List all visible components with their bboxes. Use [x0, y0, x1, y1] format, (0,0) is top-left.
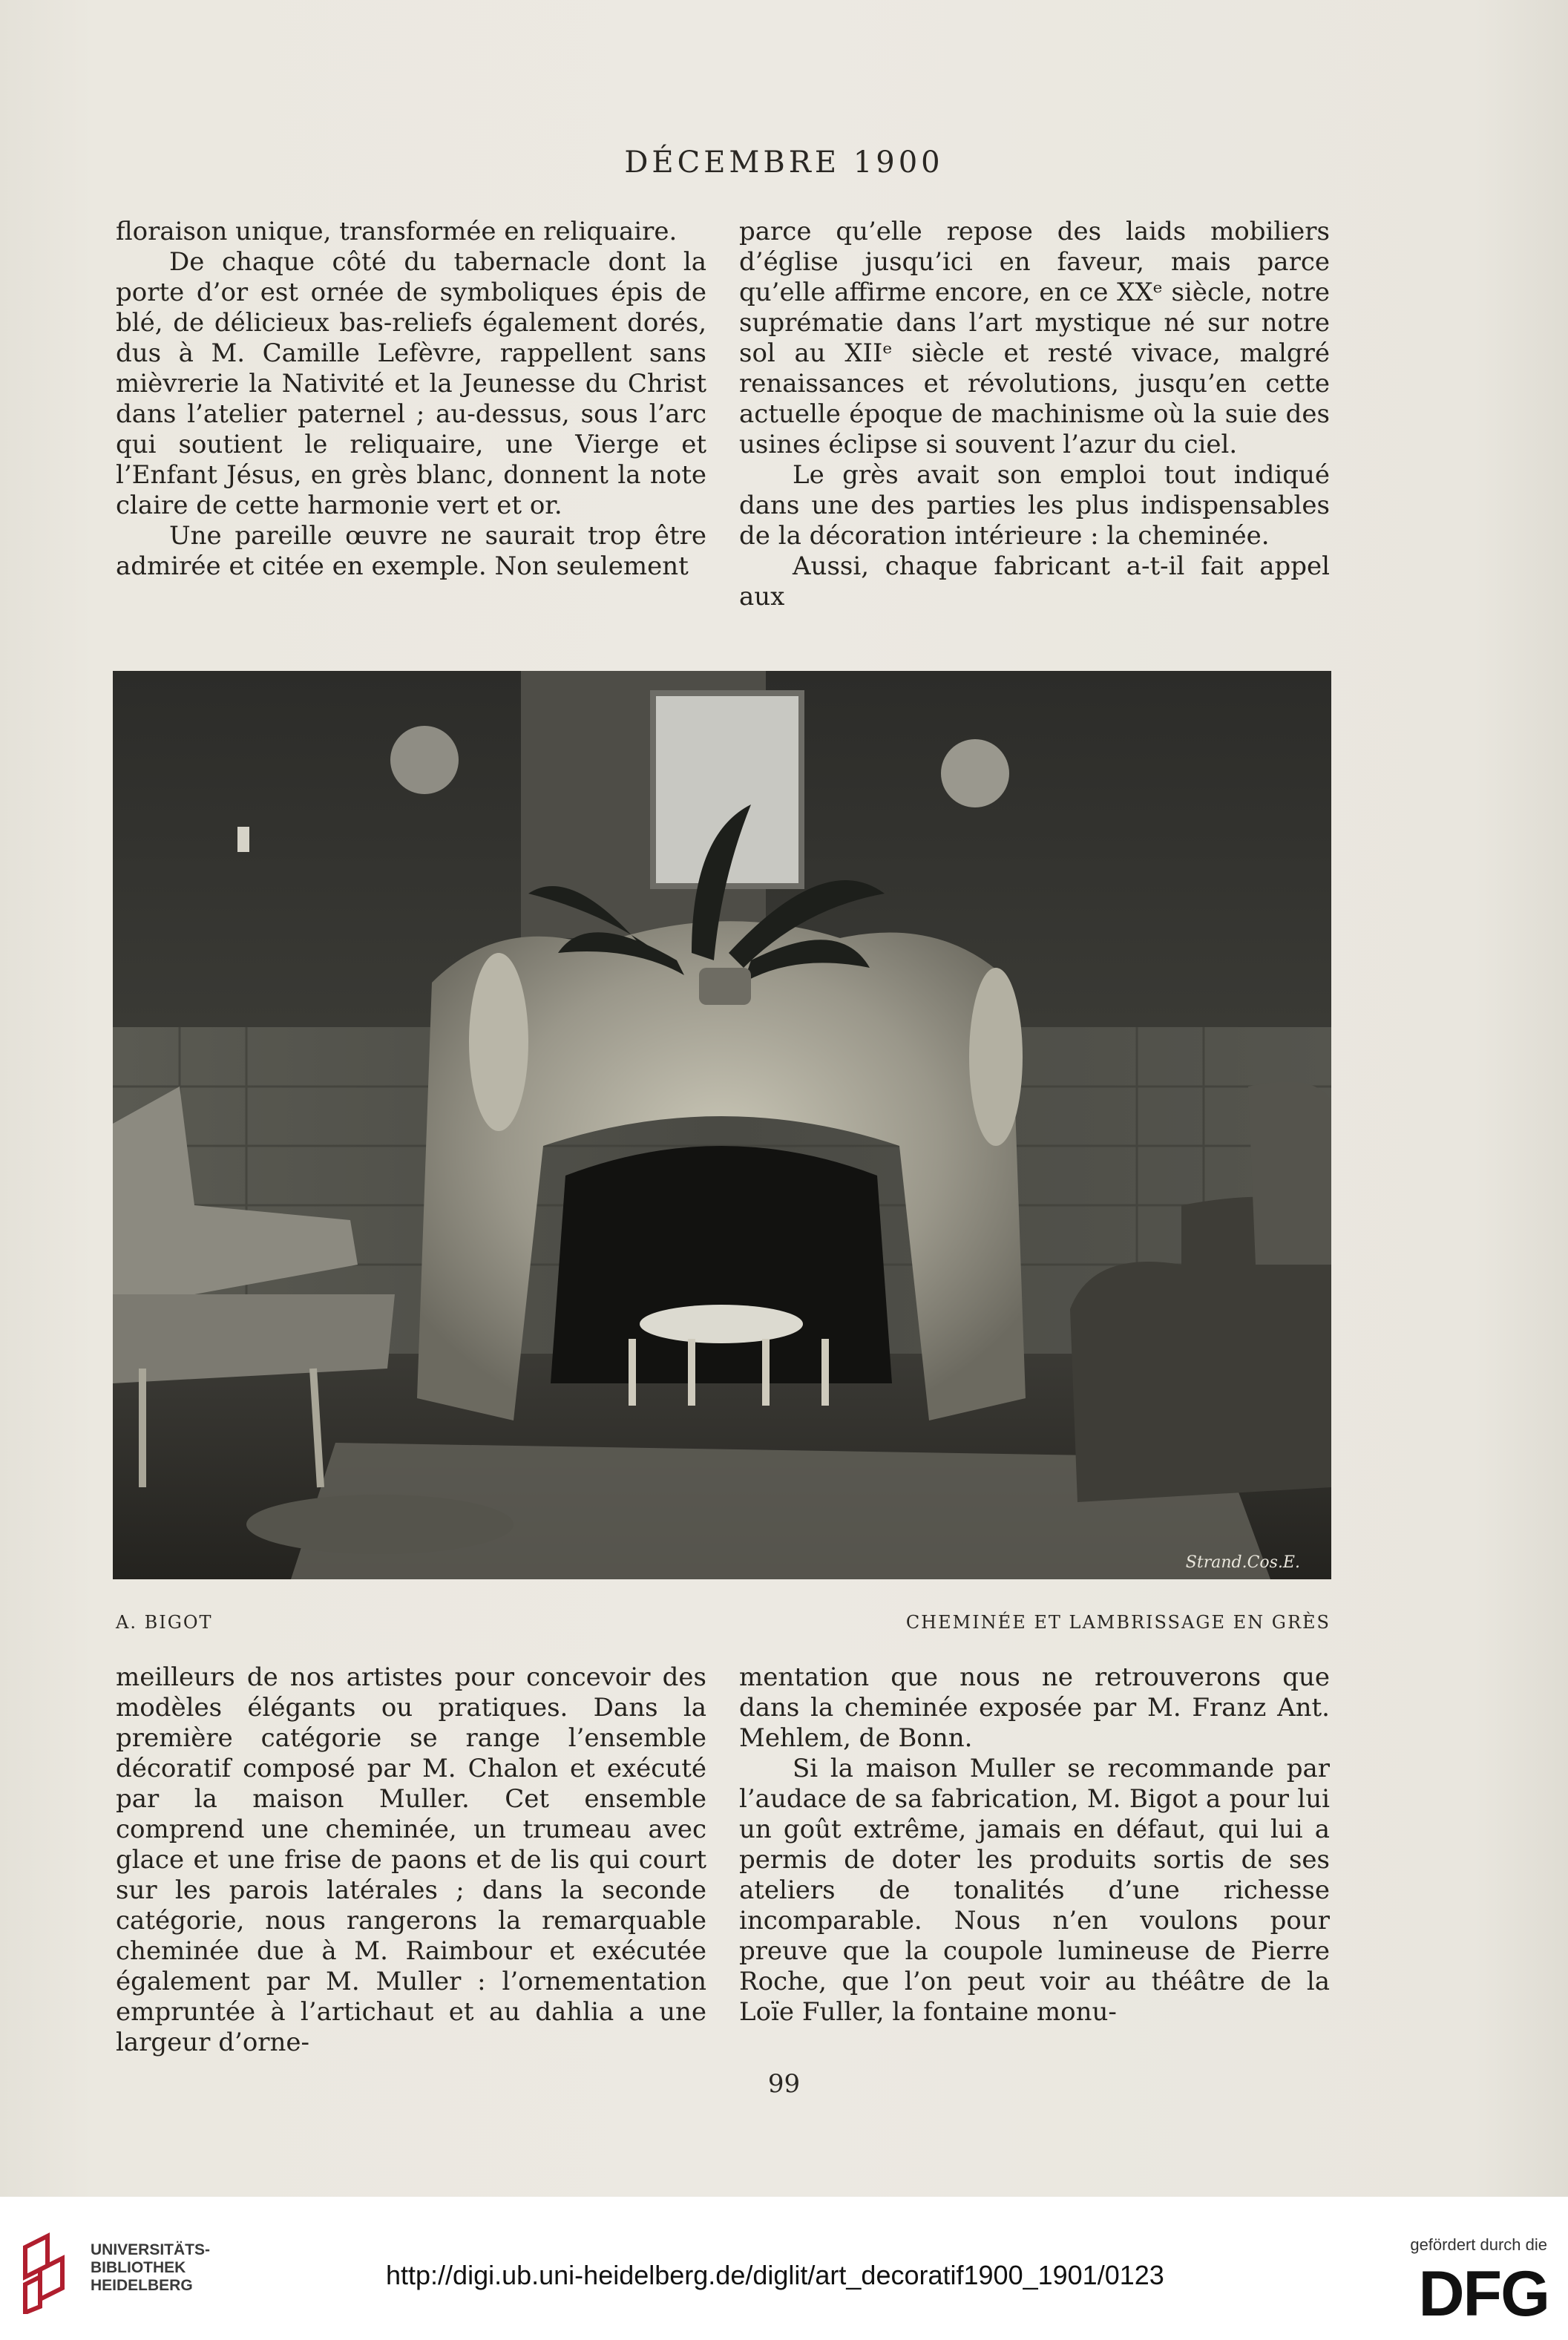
university-library-logo-icon [18, 2232, 85, 2314]
paragraph: Une pareille œuvre ne saurait trop être admirée et citée en exemple. Non seulement [116, 521, 706, 581]
column-top-right [739, 217, 1330, 612]
caption-title: CHEMINÉE ET LAMBRISSAGE EN GRÈS [905, 1612, 1331, 1633]
page-number: 99 [767, 2069, 801, 2099]
paragraph: Si la maison Muller se recommande par l’audace de sa fabrication, M. Bigot a pour lui un goût extrême, jamais en défaut, qui lui a permis de doter les produits sortis de ses ateliers de tonalités d’une richesse incomparable. Nous n’en voulons pour preuve que la coupole lumineuse de Pierre Roche, que l’on peut voir au théâtre de la Loïe Fuller, la fontaine monu- [739, 1754, 1330, 2027]
paragraph: De chaque côté du tabernacle dont la porte d’or est ornée de symboliques épis de blé, de délicieux bas-reliefs également dorés, dus à M. Camille Lefèvre, rappellent sans mièvrerie la Nativité et la Jeunesse du Christ dans l’atelier paternel ; au-dessus, sous l’arc qui soutient le reliquaire, une Vierge et l’Enfant Jésus, en grès blanc, donnent la note claire de cette harmonie vert et or. [116, 247, 706, 520]
column-top-left [116, 217, 706, 582]
library-name [91, 2241, 210, 2295]
library-name-line: HEIDELBERG [91, 2277, 193, 2294]
permalink[interactable]: http://digi.ub.uni-heidelberg.de/diglit/art_decoratif1900_1901/0123 [386, 2260, 1164, 2290]
paragraph: parce qu’elle repose des laids mobiliers d’église jusqu’ici en faveur, mais parce qu’elle affirme encore, en ce XXᵉ siècle, notre suprématie dans l’art mystique né sur notre sol au XIIᵉ siècle et resté vivace, malgré renaissances et révolutions, jusqu’en cette actuelle époque de machinisme où la suie des usines éclipse si souvent l’azur du ciel. [739, 217, 1330, 459]
paragraph: meilleurs de nos artistes pour concevoir des modèles élégants ou pratiques. Dans la première catégorie se range l’ensemble décoratif composé par M. Chalon et exécuté par la maison Muller. Cet ensemble comprend une cheminée, un trumeau avec glace et une frise de paons et de lis qui court sur les parois latérales ; dans la seconde catégorie, nous rangerons la remarquable cheminée due à M. Raimbour et exécutée également par M. Muller : l’ornementation empruntée à l’artichaut et au dahlia a une largeur d’orne- [116, 1662, 706, 2057]
paragraph: floraison unique, transformée en reliquaire. [116, 217, 678, 246]
library-name-line: UNIVERSITÄTS- [91, 2241, 211, 2258]
paragraph: Le grès avait son emploi tout indiqué dans une des parties les plus indispensables de la décoration intérieure : la cheminée. [739, 460, 1330, 551]
running-head: DÉCEMBRE 1900 [624, 145, 944, 180]
caption-artist: A. BIGOT [116, 1612, 213, 1633]
sponsor-label: gefördert durch die [1410, 2235, 1547, 2254]
paragraph: mentation que nous ne retrouverons que dans la cheminée exposée par M. Franz Ant. Mehlem, de Bonn. [739, 1662, 1330, 1753]
column-bottom-right [739, 1662, 1330, 2028]
dfg-logo: DFG [1418, 2258, 1549, 2330]
fireplace-photograph [113, 671, 1331, 1579]
digitization-footer [0, 2197, 1568, 2340]
paragraph: Aussi, chaque fabricant a-t-il fait appel aux [739, 551, 1330, 612]
library-name-line: BIBLIOTHEK [91, 2259, 186, 2276]
engraver-signature: Strand.Cos.E. [1185, 1553, 1300, 1572]
column-bottom-left [116, 1662, 706, 2058]
fireplace-photo-illustration [113, 671, 1331, 1579]
